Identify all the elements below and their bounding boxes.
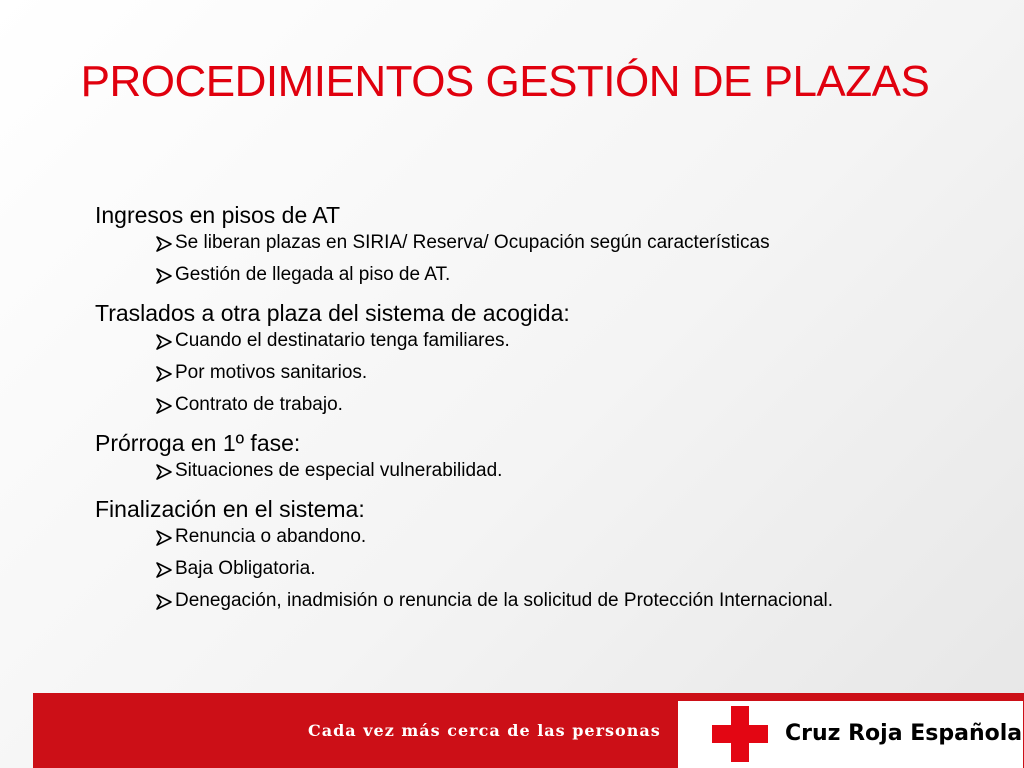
section-heading: Prórroga en 1º fase: [95, 430, 301, 456]
arrow-bullet-icon [155, 333, 173, 351]
section-heading: Traslados a otra plaza del sistema de acogida: [95, 300, 570, 326]
list-item [155, 362, 955, 384]
list-item [155, 232, 955, 254]
list-item [155, 590, 955, 612]
list-item-text: Cuando el destinatario tenga familiares. [175, 330, 510, 351]
section-heading: Finalización en el sistema: [95, 496, 365, 522]
arrow-bullet-icon [155, 267, 173, 285]
list-item [155, 264, 955, 286]
list-item [155, 460, 955, 482]
list-item [155, 558, 955, 580]
slide-content [95, 198, 955, 622]
red-cross-icon [712, 706, 768, 762]
section-heading: Ingresos en pisos de AT [95, 202, 341, 228]
footer-band [33, 693, 1024, 768]
list-item [155, 394, 955, 416]
list-item-text: Por motivos sanitarios. [175, 362, 368, 383]
list-item [155, 330, 955, 352]
arrow-bullet-icon [155, 397, 173, 415]
list-item [155, 526, 955, 548]
list-item-text: Gestión de llegada al piso de AT. [175, 264, 451, 285]
list-item-text: Baja Obligatoria. [175, 558, 316, 579]
list-item-text: Renuncia o abandono. [175, 526, 367, 547]
slide-title: PROCEDIMIENTOS GESTIÓN DE PLAZAS [80, 57, 930, 106]
section-traslados [95, 296, 955, 416]
bullet-list [155, 232, 955, 286]
bullet-list [155, 526, 955, 612]
list-item-text: Contrato de trabajo. [175, 394, 343, 415]
arrow-bullet-icon [155, 529, 173, 547]
section-ingresos [95, 198, 955, 286]
list-item-text: Situaciones de especial vulnerabilidad. [175, 460, 503, 481]
section-finalizacion [95, 492, 955, 612]
arrow-bullet-icon [155, 561, 173, 579]
arrow-bullet-icon [155, 235, 173, 253]
section-prorroga [95, 426, 955, 482]
organization-logo [678, 701, 1023, 768]
bullet-list [155, 330, 955, 416]
footer-slogan: Cada vez más cerca de las personas [308, 721, 661, 740]
bullet-list [155, 460, 955, 482]
list-item-text: Denegación, inadmisión o renuncia de la solicitud de Protección Internacional. [175, 590, 834, 611]
arrow-bullet-icon [155, 365, 173, 383]
list-item-text: Se liberan plazas en SIRIA/ Reserva/ Ocupación según características [175, 232, 770, 253]
organization-name: Cruz Roja Española [785, 721, 1023, 746]
arrow-bullet-icon [155, 593, 173, 611]
arrow-bullet-icon [155, 463, 173, 481]
